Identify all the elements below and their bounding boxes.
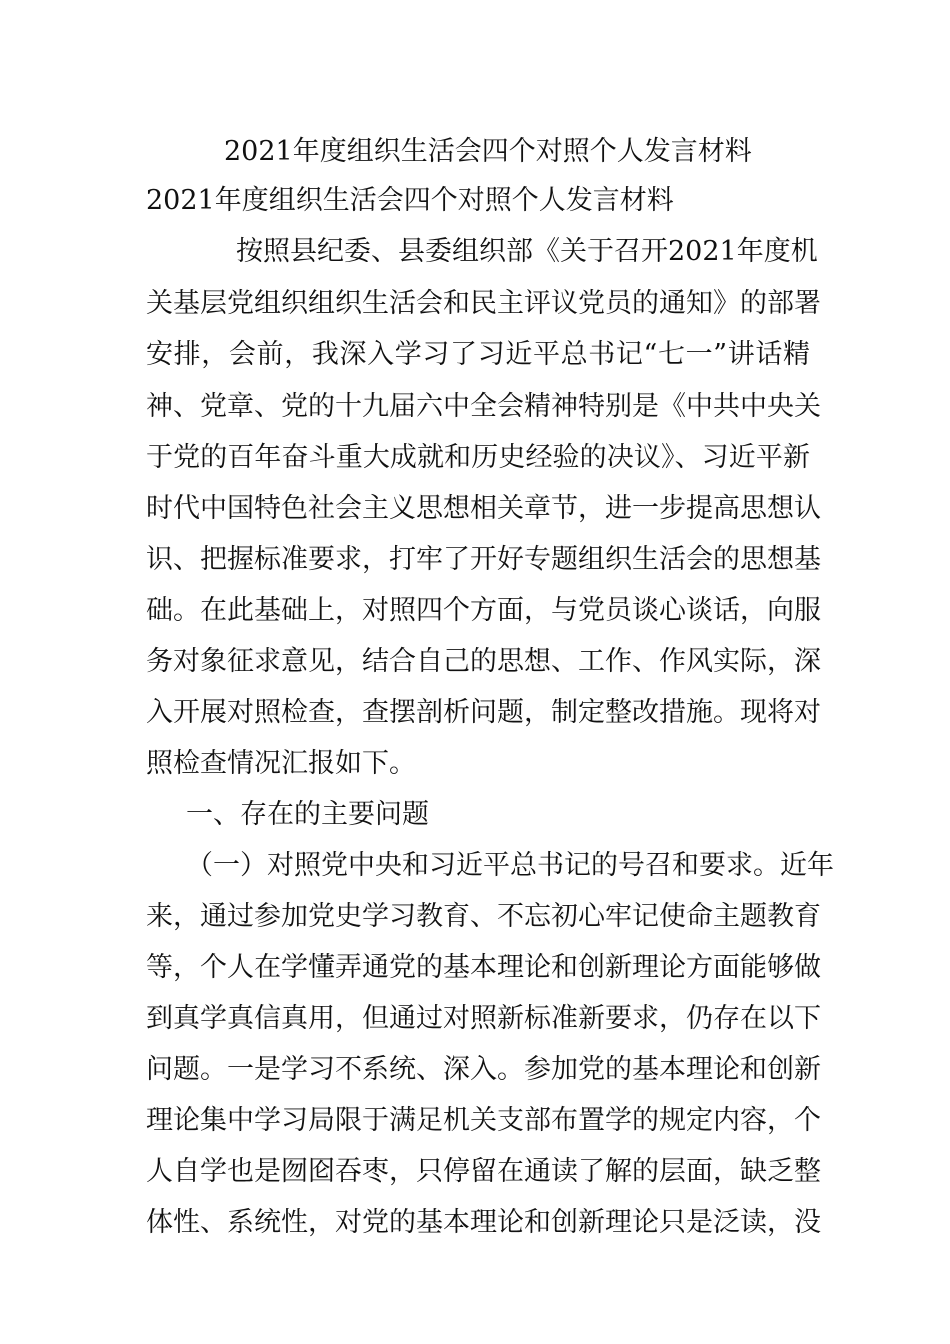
paragraph-line: 照检查情况汇报如下。 [146,748,416,779]
paragraph-line: 础。在此基础上，对照四个方面，与党员谈心谈话，向服 [146,595,821,626]
paragraph-line: 人自学也是囫囵吞枣，只停留在通读了解的层面，缺乏整 [146,1156,821,1187]
paragraph-line: 问题。一是学习不系统、深入。参加党的基本理论和创新 [146,1054,821,1085]
paragraph-line: 安排，会前，我深入学习了习近平总书记“七一”讲话精 [146,339,810,370]
section-heading: 一、存在的主要问题 [186,799,429,830]
paragraph-line: 到真学真信真用，但通过对照新标准新要求，仍存在以下 [146,1003,821,1034]
paragraph-line: 神、党章、党的十九届六中全会精神特别是《中共中央关 [146,391,821,422]
document-title-left: 2021年度组织生活会四个对照个人发言材料 [146,185,674,216]
paragraph-line: 按照县纪委、县委组织部《关于召开2021年度机 [236,236,818,267]
paragraph-line: 关基层党组织组织生活会和民主评议党员的通知》的部署 [146,288,821,319]
paragraph-line: 于党的百年奋斗重大成就和历史经验的决议》、习近平新 [146,442,810,473]
document-title-centered: 2021年度组织生活会四个对照个人发言材料 [224,136,752,167]
paragraph-line: 入开展对照检查，查摆剖析问题，制定整改措施。现将对 [146,697,821,728]
paragraph-line: 来，通过参加党史学习教育、不忘初心牢记使命主题教育 [146,901,821,932]
paragraph-line: 理论集中学习局限于满足机关支部布置学的规定内容，个 [146,1105,821,1136]
paragraph-line: 务对象征求意见，结合自己的思想、工作、作风实际，深 [146,646,821,677]
paragraph-line: （一）对照党中央和习近平总书记的号召和要求。近年 [186,850,834,881]
paragraph-line: 体性、系统性，对党的基本理论和创新理论只是泛读，没 [146,1207,821,1238]
paragraph-line: 识、把握标准要求，打牢了开好专题组织生活会的思想基 [146,544,821,575]
paragraph-line: 时代中国特色社会主义思想相关章节，进一步提高思想认 [146,493,821,524]
paragraph-line: 等，个人在学懂弄通党的基本理论和创新理论方面能够做 [146,952,821,983]
